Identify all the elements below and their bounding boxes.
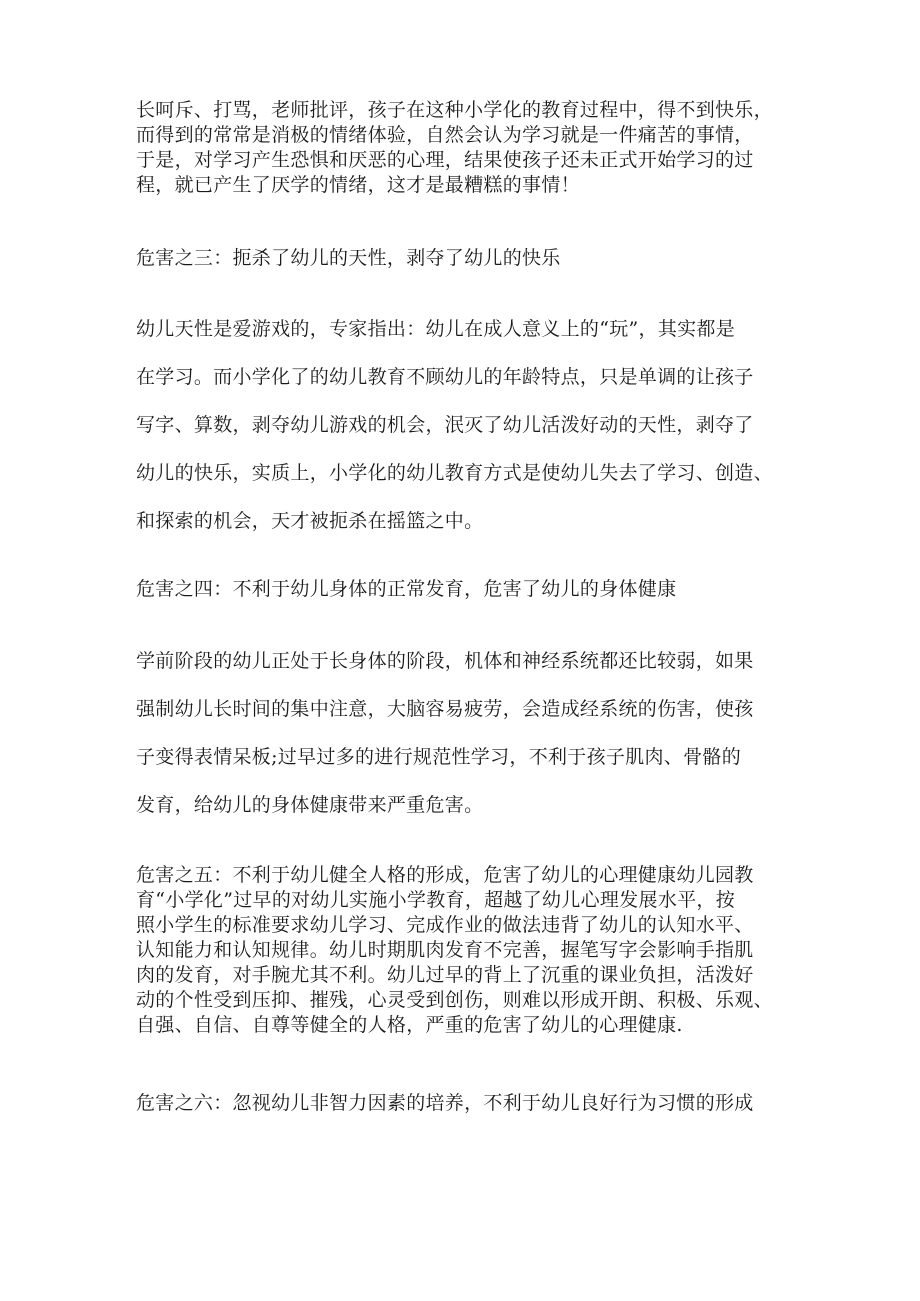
- text-line: 自强、自信、自尊等健全的人格，严重的危害了幼儿的心理健康.: [136, 1014, 683, 1036]
- text-line: 于是，对学习产生恐惧和厌恶的心理，结果使孩子还未正式开始学习的过: [136, 149, 754, 171]
- paragraph-2: [136, 305, 796, 545]
- text-line: 子变得表情呆板;过早过多的进行规范性学习，不利于孩子肌肉、骨骼的: [136, 746, 742, 768]
- text-line: 照小学生的标准要求幼儿学习、完成作业的做法违背了幼儿的认知水平、: [136, 914, 754, 936]
- text-line: 和探索的机会，天才被扼杀在摇篮之中。: [136, 510, 484, 532]
- heading-harm-3: 危害之三：扼杀了幼儿的天性，剥夺了幼儿的快乐: [136, 247, 561, 269]
- text-line: 动的个性受到压抑、摧残，心灵受到创伤，则难以形成开朗、积极、乐观、: [136, 989, 773, 1011]
- paragraph-1: [136, 98, 796, 198]
- text-line: 而得到的常常是消极的情绪体验，自然会认为学习就是一件痛苦的事情，: [136, 124, 754, 146]
- paragraph-3: [136, 637, 796, 829]
- paragraph-4: [136, 863, 796, 1038]
- text-line: 程，就已产生了厌学的情绪，这才是最糟糕的事情！: [136, 174, 580, 196]
- text-line: 危害之五：不利于幼儿健全人格的形成，危害了幼儿的心理健康幼儿园教: [136, 864, 754, 886]
- text-line: 幼儿天性是爱游戏的，专家指出：幼儿在成人意义上的“玩”，其实都是: [136, 318, 736, 340]
- text-line: 在学习。而小学化了的幼儿教育不顾幼儿的年龄特点，只是单调的让孩子: [136, 366, 754, 388]
- text-line: 强制幼儿长时间的集中注意，大脑容易疲劳，会造成经系统的伤害，使孩: [136, 698, 754, 720]
- text-line: 肉的发育，对手腕尤其不利。幼儿过早的背上了沉重的课业负担，活泼好: [136, 964, 754, 986]
- text-line: 幼儿的快乐，实质上，小学化的幼儿教育方式是使幼儿失去了学习、创造、: [136, 462, 773, 484]
- text-line: 认知能力和认知规律。幼儿时期肌肉发育不完善，握笔写字会影响手指肌: [136, 939, 754, 961]
- text-line: 学前阶段的幼儿正处于长身体的阶段，机体和神经系统都还比较弱，如果: [136, 650, 754, 672]
- text-line: 育“小学化”过早的对幼儿实施小学教育，超越了幼儿心理发展水平，按: [136, 889, 736, 911]
- heading-harm-6: 危害之六：忽视幼儿非智力因素的培养，不利于幼儿良好行为习惯的形成: [136, 1092, 754, 1114]
- heading-harm-4: 危害之四：不利于幼儿身体的正常发育，危害了幼儿的身体健康: [136, 578, 677, 600]
- text-line: 发育，给幼儿的身体健康带来严重危害。: [136, 794, 484, 816]
- text-line: 写字、算数，剥夺幼儿游戏的机会，泯灭了幼儿活泼好动的天性，剥夺了: [136, 414, 754, 436]
- text-line: 长呵斥、打骂，老师批评，孩子在这种小学化的教育过程中，得不到快乐，: [136, 99, 773, 121]
